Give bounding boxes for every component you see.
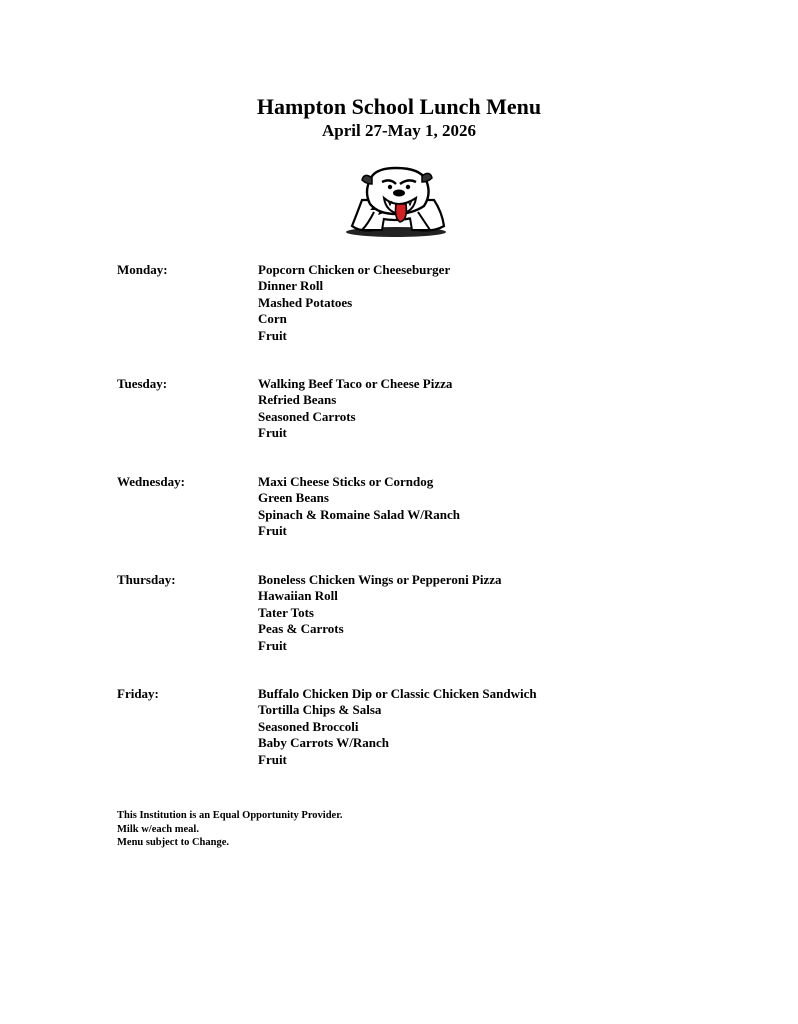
footer-line-equal-opportunity: This Institution is an Equal Opportunity Provider. (117, 810, 343, 821)
menu-item: Buffalo Chicken Dip or Classic Chicken Sandwich (258, 686, 537, 701)
page-title: Hampton School Lunch Menu (256, 94, 542, 119)
menu-item: Green Beans (258, 490, 329, 506)
day-label-friday: Friday: (117, 686, 159, 701)
menu-items-tuesday (258, 376, 452, 442)
menu-item: Fruit (258, 751, 287, 767)
menu-dates: April 27-May 1, 2026 (322, 121, 476, 140)
bulldog-mascot-icon (334, 160, 464, 240)
menu-item: Baby Carrots W/Ranch (258, 735, 389, 751)
menu-item: Fruit (258, 523, 287, 539)
menu-item: Tortilla Chips & Salsa (258, 702, 382, 718)
footer-notes (117, 809, 343, 850)
footer-line-milk: Milk w/each meal. (117, 823, 199, 835)
footer-line-subject-to-change: Menu subject to Change. (117, 837, 229, 848)
menu-item: Fruit (258, 637, 287, 653)
menu-item: Dinner Roll (258, 278, 324, 294)
menu-item: Corn (258, 311, 287, 327)
menu-item: Refried Beans (258, 392, 337, 408)
day-label-wednesday: Wednesday: (117, 474, 185, 489)
menu-item: Boneless Chicken Wings or Pepperoni Pizza (258, 572, 502, 587)
menu-item: Walking Beef Taco or Cheese Pizza (258, 376, 453, 391)
day-label-thursday: Thursday: (117, 572, 176, 587)
day-label-monday: Monday: (117, 262, 168, 277)
menu-item: Mashed Potatoes (258, 294, 353, 310)
menu-item: Tater Tots (258, 604, 314, 620)
menu-items-wednesday (258, 474, 460, 540)
menu-items-monday (258, 262, 450, 344)
menu-item: Fruit (258, 425, 287, 441)
menu-items-thursday (258, 572, 502, 654)
menu-item: Fruit (258, 327, 287, 343)
menu-item: Maxi Cheese Sticks or Corndog (258, 474, 434, 489)
menu-item: Spinach & Romaine Salad W/Ranch (258, 506, 461, 522)
menu-item: Popcorn Chicken or Cheeseburger (258, 262, 451, 277)
menu-item: Seasoned Carrots (258, 408, 356, 424)
menu-item: Peas & Carrots (258, 621, 344, 637)
menu-item: Seasoned Broccoli (258, 718, 359, 734)
menu-item: Hawaiian Roll (258, 588, 338, 604)
day-label-tuesday: Tuesday: (117, 376, 168, 391)
menu-items-friday (258, 686, 537, 768)
